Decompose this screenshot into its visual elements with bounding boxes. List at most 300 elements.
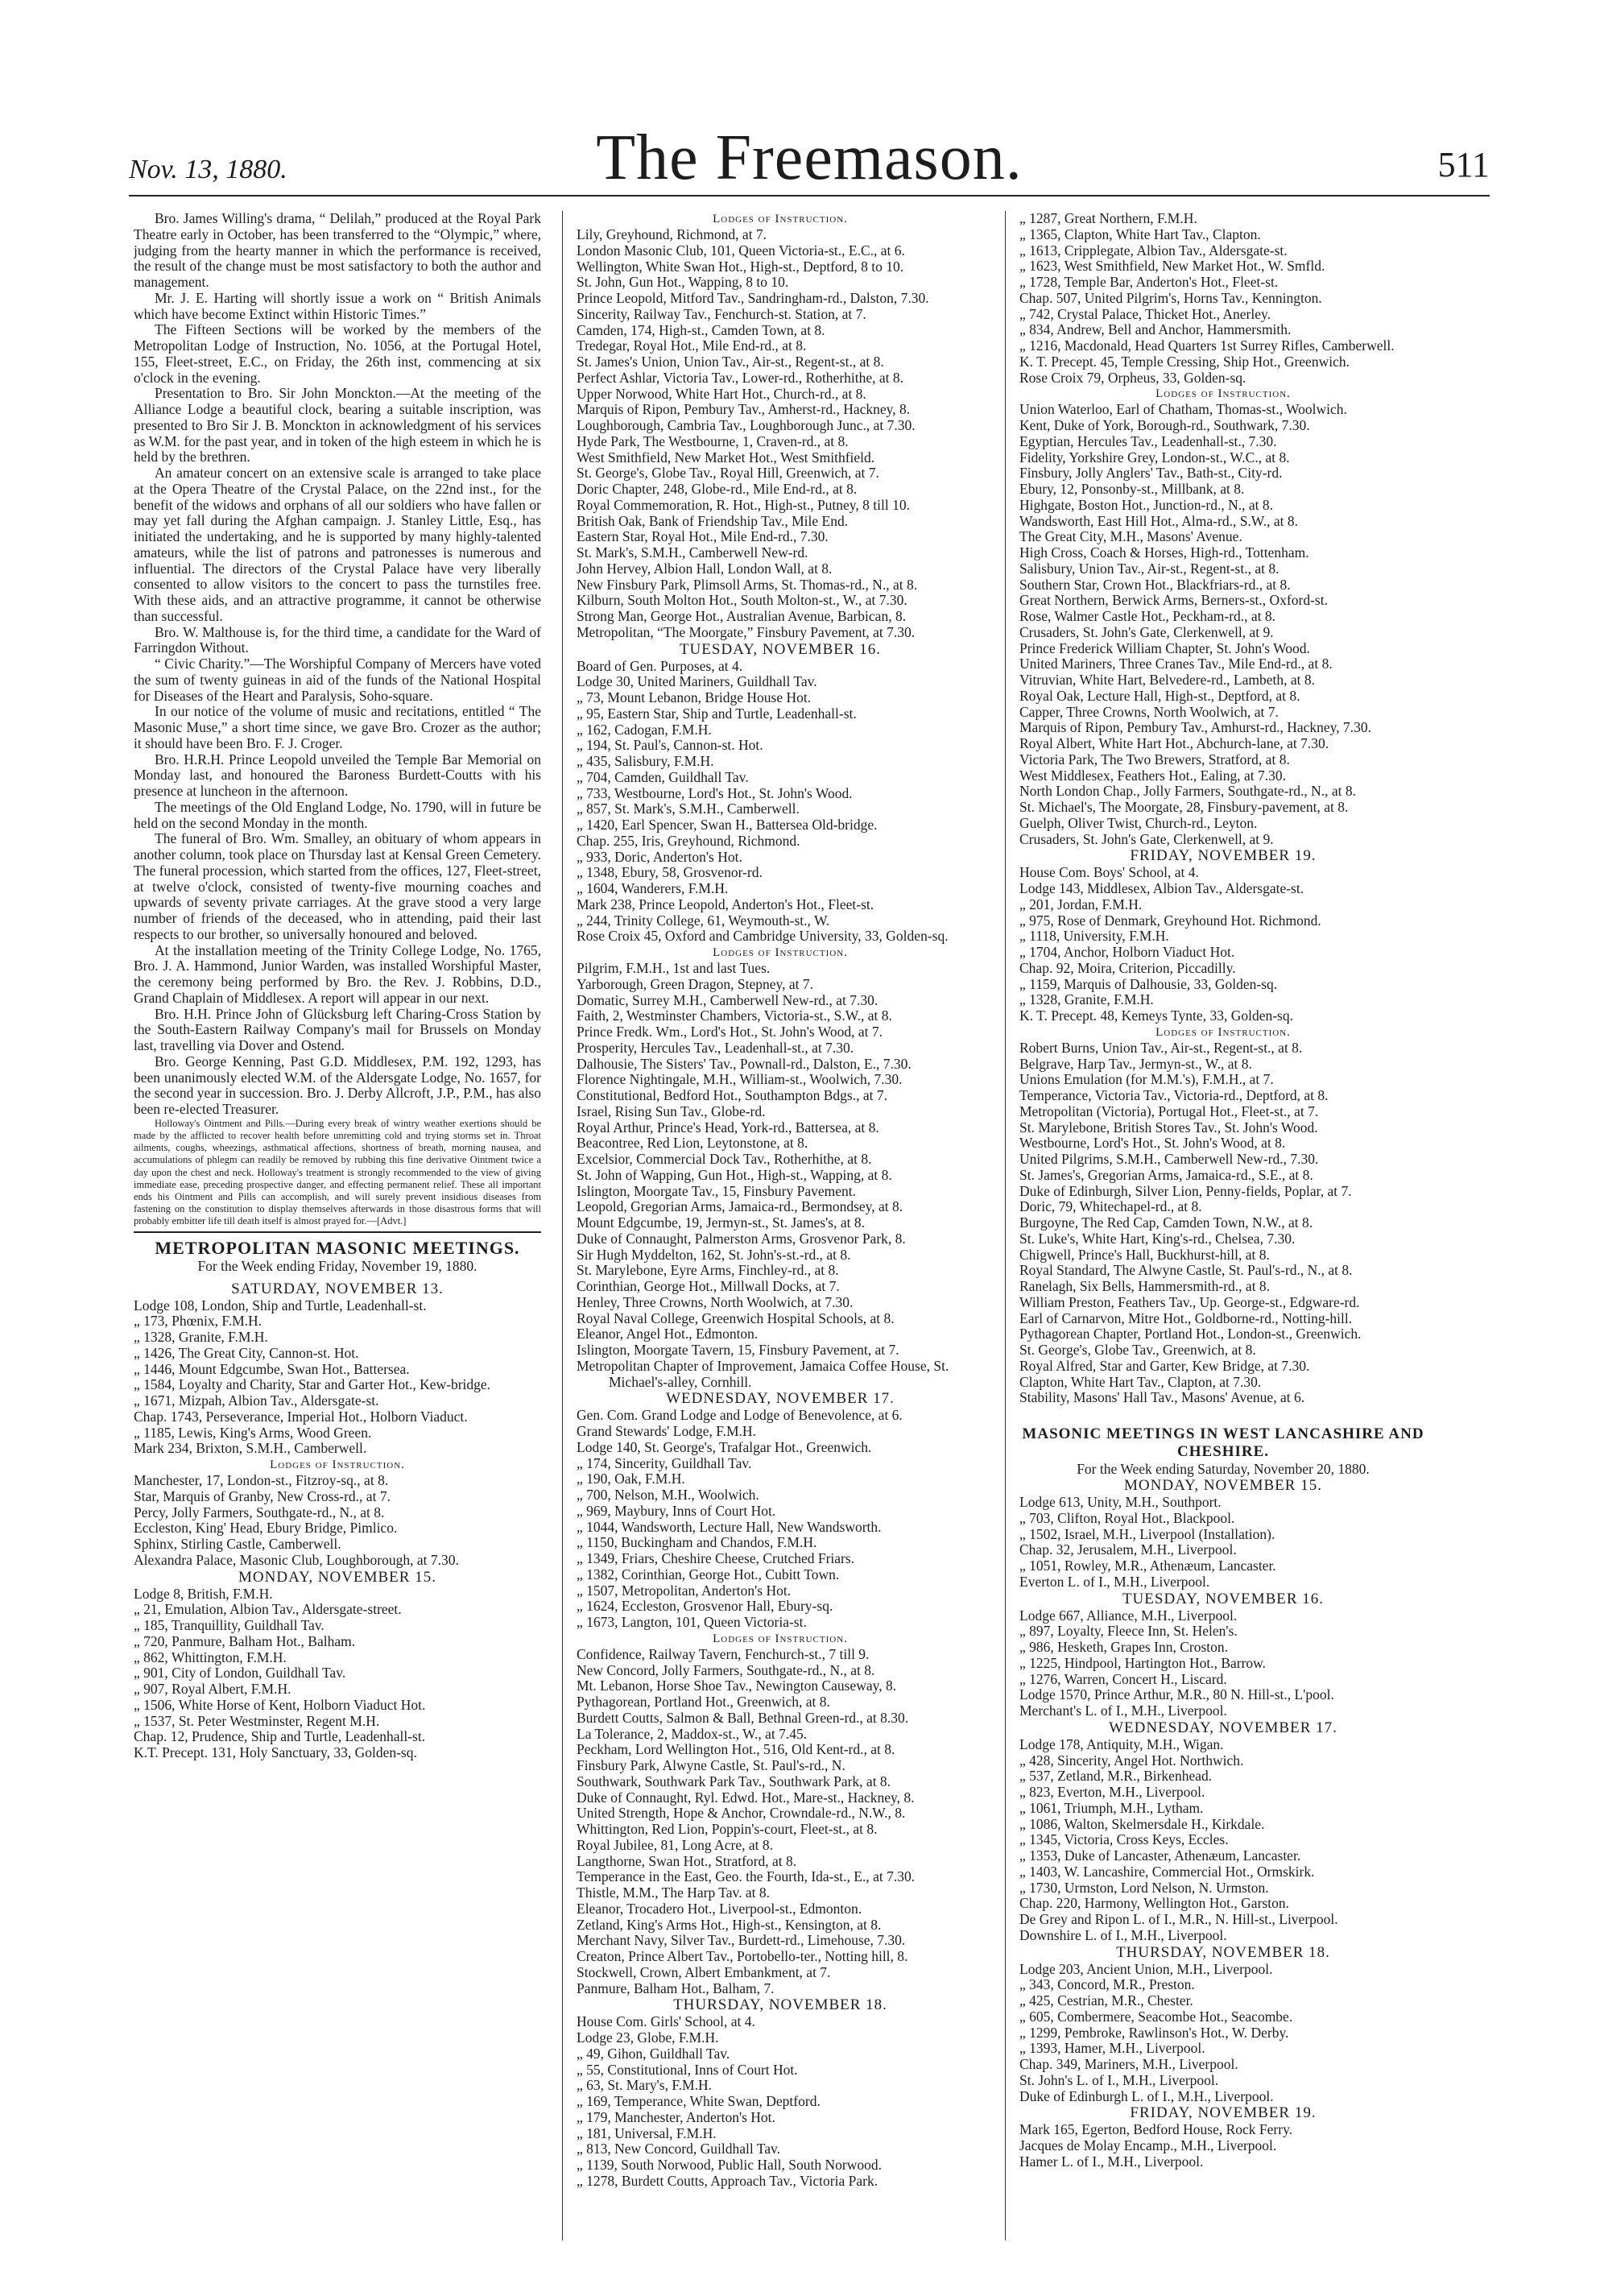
news-paragraph: The Fifteen Sections will be worked by the members of the Metropolitan Lodge of Instruction, No. 1056, at the Portugal Hotel, 155, Fleet-street, E.C., on Friday, the 26th inst, commencing at six o'clock in the evening.: [134, 321, 541, 386]
instruction-entry: Camden, 174, High-st., Camden Town, at 8.: [577, 322, 825, 338]
meeting-entry: „ 1704, Anchor, Holborn Viaduct Hot.: [1019, 945, 1235, 960]
instruction-entry: Clapton, White Hart Tav., Clapton, at 7.30.: [1019, 1374, 1262, 1390]
meeting-entry: Gen. Com. Grand Lodge and Lodge of Benevolence, at 6.: [577, 1408, 903, 1424]
meeting-entry: „ 1353, Duke of Lancaster, Athenæum, Lancaster.: [1019, 1848, 1301, 1864]
meeting-entry: Jacques de Molay Encamp., M.H., Liverpool.: [1019, 2138, 1277, 2153]
news-paragraph: Mr. J. E. Harting will shortly issue a work on “ British Animals which have become Extinct within Historic Times.”: [134, 289, 541, 322]
meeting-entry: House Com. Boys' School, at 4.: [1019, 865, 1199, 881]
meeting-entry: Lodge 140, St. George's, Trafalgar Hot., Greenwich.: [577, 1439, 872, 1455]
meeting-entry: Everton L. of I., M.H., Liverpool.: [1019, 1574, 1210, 1590]
meeting-entry: Chap. 32, Jerusalem, M.H., Liverpool.: [1019, 1542, 1237, 1558]
thursday-list-continued: [1019, 211, 1427, 386]
lancashire-meetings-heading: MASONIC MEETINGS IN WEST LANCASHIRE AND CHESHIRE.: [1022, 1425, 1424, 1460]
instruction-entry: Prince Leopold, Mitford Tav., Sandringham-rd., Dalston, 7.30.: [577, 291, 929, 306]
instruction-entry: Percy, Jolly Farmers, Southgate-rd., N., at 8.: [134, 1504, 385, 1520]
instruction-entry: Mt. Lebanon, Horse Shoe Tav., Newington Causeway, 8.: [577, 1678, 897, 1694]
meeting-entry: „ 605, Combermere, Seacombe Hot., Seacombe.: [1019, 2008, 1293, 2025]
lancashire-tuesday-list: [1019, 1608, 1427, 1719]
meeting-entry: „ 1061, Triumph, M.H., Lytham.: [1019, 1800, 1204, 1816]
instruction-entry: Perfect Ashlar, Victoria Tav., Lower-rd., Rotherhithe, at 8.: [577, 370, 904, 386]
meeting-entry: „ 703, Clifton, Royal Hot., Blackpool.: [1019, 1510, 1235, 1526]
instruction-entry: Langthorne, Swan Hot., Stratford, at 8.: [577, 1853, 797, 1869]
meeting-entry: „ 1671, Mizpah, Albion Tav., Aldersgate-st.: [134, 1393, 379, 1409]
instruction-entry: Earl of Carnarvon, Mitre Hot., Goldborne-rd., Notting-hill.: [1019, 1310, 1353, 1326]
meeting-entry: Rose Croix 79, Orpheus, 33, Golden-sq.: [1019, 370, 1246, 386]
friday-list: [1019, 865, 1427, 1024]
instruction-entry: Temperance, Victoria Tav., Victoria-rd., Deptford, at 8.: [1019, 1088, 1329, 1103]
instruction-entry: Excelsior, Commercial Dock Tav., Rotherhithe, at 8.: [577, 1152, 872, 1167]
meeting-entry: „ 1328, Granite, F.M.H.: [1019, 992, 1154, 1008]
meeting-entry: Rose Croix 45, Oxford and Cambridge University, 33, Golden-sq.: [577, 929, 949, 945]
news-paragraph: Bro. George Kenning, Past G.D. Middlesex, P.M. 192, 1293, has been unanimously elected W.M. of the Aldersgate Lodge, No. 1657, for the second year in succession. Bro. J. Derby Allcroft, J.P., P.M., has also been re-elected Treasurer.: [134, 1053, 541, 1117]
meeting-entry: Lodge 1570, Prince Arthur, M.R., 80 N. Hill-st., L'pool.: [1019, 1687, 1334, 1703]
instruction-entry: Eastern Star, Royal Hot., Mile End-rd., 7.30.: [577, 529, 829, 545]
news-paragraphs: [134, 211, 541, 1118]
meeting-entry: Downshire L. of I., M.H., Liverpool.: [1019, 1927, 1227, 1943]
meeting-entry: „ 1345, Victoria, Cross Keys, Eccles.: [1019, 1832, 1229, 1848]
meeting-entry: „ 435, Salisbury, F.M.H.: [577, 754, 714, 769]
instruction-entry: Temperance in the East, Geo. the Fourth, Ida-st., E., at 7.30.: [577, 1869, 916, 1885]
meeting-entry: „ 343, Concord, M.R., Preston.: [1019, 1977, 1195, 1993]
instruction-entry: Union Waterloo, Earl of Chatham, Thomas-st., Woolwich.: [1019, 402, 1347, 418]
meeting-entry: „ 1159, Marquis of Dalhousie, 33, Golden-sq.: [1019, 976, 1278, 992]
instruction-entry: Whittington, Red Lion, Poppin's-court, Fleet-st., at 8.: [577, 1822, 878, 1837]
instruction-entry: Salisbury, Union Tav., Air-st., Regent-st., at 8.: [1019, 561, 1279, 577]
meeting-entry: Chap. 507, United Pilgrim's, Horns Tav., Kennington.: [1019, 290, 1322, 306]
instruction-entry: St. James's, Gregorian Arms, Jamaica-rd., S.E., at 8.: [1019, 1167, 1313, 1183]
instruction-entry: Victoria Park, The Two Brewers, Stratford, at 8.: [1019, 751, 1290, 767]
instruction-entry: West Middlesex, Feathers Hot., Ealing, at 7.30.: [1019, 767, 1287, 784]
meeting-entry: „ 1623, West Smithfield, New Market Hot., W. Smfld.: [1019, 259, 1325, 275]
instruction-entry: The Great City, M.H., Masons' Avenue.: [1019, 529, 1242, 545]
masthead: [129, 113, 1490, 193]
meeting-entry: „ 1139, South Norwood, Public Hall, South Norwood.: [577, 2157, 882, 2173]
instruction-entry: Loughborough, Cambria Tav., Loughborough Junc., at 7.30.: [577, 418, 916, 433]
meeting-entry: „ 1216, Macdonald, Head Quarters 1st Surrey Rifles, Camberwell.: [1019, 338, 1395, 354]
meeting-entry: Lodge 30, United Mariners, Guildhall Tav.: [577, 674, 817, 690]
meeting-entry: „ 244, Trinity College, 61, Weymouth-st., W.: [577, 912, 830, 929]
meeting-entry: K. T. Precept. 45, Temple Cressing, Ship Hot., Greenwich.: [1019, 354, 1350, 370]
instruction-entry: Finsbury Park, Alwyne Castle, St. Paul's-rd., N.: [577, 1758, 845, 1773]
masthead-rule: [129, 195, 1490, 197]
instruction-entry: Henley, Three Crowns, North Woolwich, at 7.30.: [577, 1294, 854, 1310]
instruction-entry: Guelph, Oliver Twist, Church-rd., Leyton.: [1019, 815, 1258, 831]
day-heading-monday: MONDAY, NOVEMBER 15.: [238, 1568, 436, 1586]
meeting-entry: Grand Stewards' Lodge, F.M.H.: [577, 1424, 756, 1439]
instruction-entry: Doric, 79, Whitechapel-rd., at 8.: [1019, 1199, 1202, 1215]
instruction-entry: Robert Burns, Union Tav., Air-st., Regent-st., at 8.: [1019, 1040, 1303, 1056]
lodges-of-instruction-heading: Lodges of Instruction.: [1155, 387, 1291, 401]
news-paragraph: Bro. H.H. Prince John of Glücksburg left Charing-Cross Station by the South-Eastern Railway Company's mail for Brussels on Monday last, travelling via Dover and Ostend.: [134, 1005, 541, 1053]
meeting-entry: Board of Gen. Purposes, at 4.: [577, 658, 743, 674]
instruction-entry: Alexandra Palace, Masonic Club, Loughborough, at 7.30.: [134, 1552, 459, 1568]
instruction-entry: St. James's Union, Union Tav., Air-st., Regent-st., at 8.: [577, 354, 884, 370]
section-rule: [134, 1231, 541, 1233]
news-paragraph: Presentation to Bro. Sir John Monckton.—At the meeting of the Alliance Lodge a beautiful clock, bearing a suitable inscription, was presented to Bro Sir J. B. Monckton in acknowledgment of his services as W.M. for the past year, and in token of the high esteem in which he is held by the brethren.: [134, 385, 541, 465]
meeting-entry: „ 1365, Clapton, White Hart Tav., Clapton.: [1019, 226, 1261, 242]
meeting-entry: „ 1420, Earl Spencer, Swan H., Battersea Old-bridge.: [577, 817, 878, 833]
instruction-entry: Royal Albert, White Hart Hot., Abchurch-lane, at 7.30.: [1019, 736, 1329, 751]
meeting-entry: Lodge 143, Middlesex, Albion Tav., Aldersgate-st.: [1019, 881, 1304, 896]
instruction-entry: Sincerity, Railway Tav., Fenchurch-st. Station, at 7.: [577, 306, 866, 322]
lodges-of-instruction-heading: Lodges of Instruction.: [713, 1632, 848, 1645]
instruction-entry: St. Marylebone, Eyre Arms, Finchley-rd., at 8.: [577, 1263, 839, 1279]
instruction-entry: Israel, Rising Sun Tav., Globe-rd.: [577, 1103, 766, 1119]
meeting-entry: „ 933, Doric, Anderton's Hot.: [577, 849, 742, 865]
instruction-entry: British Oak, Bank of Friendship Tav., Mile End.: [577, 513, 849, 529]
meeting-entry: „ 1051, Rowley, M.R., Athenæum, Lancaster.: [1019, 1558, 1276, 1574]
instruction-entry: Islington, Moorgate Tavern, 15, Finsbury Pavement, at 7.: [577, 1342, 899, 1358]
instruction-entry: Crusaders, St. John's Gate, Clerkenwell, at 9.: [1019, 831, 1274, 847]
column-3: [1019, 211, 1427, 2257]
instruction-entry: Burdett Coutts, Salmon & Ball, Bethnal Green-rd., at 8.30.: [577, 1710, 909, 1726]
meeting-entry: De Grey and Ripon L. of I., M.R., N. Hill-st., Liverpool.: [1019, 1912, 1338, 1927]
meeting-entry: Chap. 12, Prudence, Ship and Turtle, Leadenhall-st.: [134, 1729, 426, 1745]
meeting-entry: „ 1537, St. Peter Westminster, Regent M.H.: [134, 1713, 380, 1729]
meeting-entry: „ 1624, Eccleston, Grosvenor Hall, Ebury-sq.: [577, 1599, 833, 1615]
instruction-entry: Peckham, Lord Wellington Hot., 516, Old Kent-rd., at 8.: [577, 1742, 895, 1758]
column-1: [134, 211, 541, 2257]
meeting-entry: „ 49, Gihon, Guildhall Tav.: [577, 2046, 730, 2062]
thursday-list: [577, 2014, 984, 2189]
meeting-entry: „ 190, Oak, F.M.H.: [577, 1471, 685, 1487]
instruction-entry: Southwark, Southwark Park Tav., Southwark Park, at 8.: [577, 1773, 891, 1789]
meeting-entry: „ 194, St. Paul's, Cannon-st. Hot.: [577, 738, 763, 754]
meeting-entry: „ 1185, Lewis, King's Arms, Wood Green.: [134, 1425, 372, 1441]
news-paragraph: Bro. James Willing's drama, “ Delilah,” produced at the Royal Park Theatre early in October, has been transferred to the “Olympic,” where, judging from the hearty manner in which the performance is received, the result of the change must be most satisfactory to both the author and management.: [134, 211, 541, 290]
news-paragraph: “ Civic Charity.”—The Worshipful Company of Mercers have voted the sum of twenty guineas in aid of the funds of the National Hospital for Diseases of the Heart and Paralysis, Soho-square.: [134, 656, 541, 704]
lodges-of-instruction-heading: Lodges of Instruction.: [713, 213, 848, 225]
meeting-entry: „ 733, Westbourne, Lord's Hot., St. John's Wood.: [577, 785, 853, 801]
instruction-entry: John Hervey, Albion Hall, London Wall, at 8.: [577, 561, 833, 577]
meeting-entry: Hamer L. of I., M.H., Liverpool.: [1019, 2153, 1204, 2170]
meeting-entry: „ 1502, Israel, M.H., Liverpool (Installation).: [1019, 1526, 1275, 1542]
meeting-entry: „ 975, Rose of Denmark, Greyhound Hot. Richmond.: [1019, 912, 1321, 929]
metropolitan-meetings-heading: METROPOLITAN MASONIC MEETINGS.: [155, 1237, 520, 1258]
saturday-list: [134, 1298, 541, 1458]
meeting-entry: „ 1299, Pembroke, Rawlinson's Hot., W. Derby.: [1019, 2025, 1289, 2041]
instruction-entry: St. Luke's, White Hart, King's-rd., Chelsea, 7.30.: [1019, 1231, 1296, 1247]
meeting-entry: „ 1044, Wandsworth, Lecture Hall, New Wandsworth.: [577, 1519, 882, 1535]
meeting-entry: „ 1604, Wanderers, F.M.H.: [577, 881, 729, 896]
instruction-entry: Confidence, Railway Tavern, Fenchurch-st., 7 till 9.: [577, 1646, 870, 1662]
instruction-entry: Leopold, Gregorian Arms, Jamaica-rd., Bermondsey, at 8.: [577, 1199, 903, 1215]
meeting-entry: „ 428, Sincerity, Angel Hot. Northwich.: [1019, 1752, 1244, 1769]
instruction-entry: Ranelagh, Six Bells, Hammersmith-rd., at 8.: [1019, 1279, 1271, 1294]
instruction-entry: Burgoyne, The Red Cap, Camden Town, N.W., at 8.: [1019, 1215, 1313, 1231]
instruction-entry: West Smithfield, New Market Hot., West Smithfield.: [577, 449, 875, 465]
instruction-entry: Lily, Greyhound, Richmond, at 7.: [577, 227, 767, 242]
news-paragraph: Bro. W. Malthouse is, for the third time, a candidate for the Ward of Farringdon Without.: [134, 623, 541, 656]
instruction-entry: Thistle, M.M., The Harp Tav. at 8.: [577, 1885, 771, 1901]
lancashire-thursday-list: [1019, 1962, 1427, 2105]
instruction-entry: Royal Standard, The Alwyne Castle, St. Paul's-rd., N., at 8.: [1019, 1263, 1353, 1279]
instruction-entry: Ebury, 12, Ponsonby-st., Millbank, at 8.: [1019, 482, 1245, 497]
instruction-entry: Constitutional, Bedford Hot., Southampton Bdgs., at 7.: [577, 1088, 887, 1103]
meeting-entry: „ 1225, Hindpool, Hartington Hot., Barrow.: [1019, 1655, 1267, 1671]
tuesday-instruction-list: [577, 961, 984, 1390]
instruction-entry: Pythagorean Chapter, Portland Hot., London-st., Greenwich.: [1019, 1326, 1362, 1342]
meeting-entry: „ 700, Nelson, M.H., Woolwich.: [577, 1487, 759, 1503]
instruction-entry: Prosperity, Hercules Tav., Leadenhall-st., at 7.30.: [577, 1040, 854, 1056]
instruction-entry: Finsbury, Jolly Anglers' Tav., Bath-st., City-rd.: [1019, 465, 1283, 482]
meeting-entry: Lodge 667, Alliance, M.H., Liverpool.: [1019, 1607, 1238, 1624]
lancashire-wednesday-list: [1019, 1737, 1427, 1944]
saturday-instruction-list: [134, 1473, 541, 1569]
instruction-entry: Upper Norwood, White Hart Hot., Church-rd., at 8.: [577, 386, 866, 402]
instruction-entry: Royal Naval College, Greenwich Hospital Schools, at 8.: [577, 1310, 895, 1326]
wednesday-list: [577, 1408, 984, 1631]
day-heading-tuesday: TUESDAY, NOVEMBER 16.: [1122, 1590, 1325, 1607]
instruction-entry: Sir Hugh Myddelton, 162, St. John's-st.-rd., at 8.: [577, 1247, 851, 1263]
instruction-entry: Royal Alfred, Star and Garter, Kew Bridge, at 7.30.: [1019, 1358, 1310, 1374]
meeting-entry: „ 1278, Burdett Coutts, Approach Tav., Victoria Park.: [577, 2173, 878, 2189]
day-heading-saturday: SATURDAY, NOVEMBER 13.: [231, 1280, 444, 1297]
publication-title: The Freemason.: [596, 122, 1023, 193]
instruction-entry: St. John of Wapping, Gun Hot., High-st., Wapping, at 8.: [577, 1167, 892, 1183]
meeting-entry: „ 1287, Great Northern, F.M.H.: [1019, 211, 1197, 226]
instruction-entry: Hyde Park, The Westbourne, 1, Craven-rd., at 8.: [577, 433, 849, 449]
meeting-entry: Lodge 613, Unity, M.H., Southport.: [1019, 1495, 1222, 1510]
instruction-entry: Southern Star, Crown Hot., Blackfriars-rd., at 8.: [1019, 577, 1291, 593]
news-paragraph: Bro. H.R.H. Prince Leopold unveiled the Temple Bar Memorial on Monday last, and honoured the Baroness Burdett-Coutts with his presence at luncheon in the afternoon.: [134, 751, 541, 799]
issue-date: Nov. 13, 1880.: [129, 155, 287, 184]
instruction-entry: St. Michael's, The Moorgate, 28, Finsbury-pavement, at 8.: [1019, 800, 1349, 815]
meeting-entry: „ 1730, Urmston, Lord Nelson, N. Urmston.: [1019, 1880, 1269, 1896]
instruction-entry: Kent, Duke of York, Borough-rd., Southwark, 7.30.: [1019, 418, 1310, 433]
news-paragraph: The funeral of Bro. Wm. Smalley, an obituary of whom appears in another column, took place on Thursday last at Kensal Green Cemetery. The funeral procession, which started from the offices, 127, Fleet-street, at twelve o'clock, consisted of twenty-five mourning coaches and upwards of seventy private carriages. At the grave stood a very large number of friends of the deceased, who in attending, paid their last respects to our brother, so universally honoured and beloved.: [134, 830, 541, 942]
day-heading-wednesday: WEDNESDAY, NOVEMBER 17.: [1109, 1719, 1337, 1736]
instruction-entry: Royal Oak, Lecture Hall, High-st., Deptford, at 8.: [1019, 688, 1300, 704]
meeting-entry: „ 1349, Friars, Cheshire Cheese, Crutched Friars.: [577, 1551, 855, 1566]
meeting-entry: „ 63, St. Mary's, F.M.H.: [577, 2078, 713, 2094]
meeting-entry: „ 21, Emulation, Albion Tav., Aldersgate-street.: [134, 1602, 402, 1618]
instruction-entry: Duke of Edinburgh, Silver Lion, Penny-fields, Poplar, at 7.: [1019, 1183, 1352, 1199]
meeting-entry: „ 823, Everton, M.H., Liverpool.: [1019, 1785, 1205, 1800]
meeting-entry: House Com. Girls' School, at 4.: [577, 2014, 755, 2030]
news-paragraph: In our notice of the volume of music and recitations, entitled “ The Masonic Muse,” a short time since, we gave Bro. Crozer as the author; it should have been Bro. F. J. Croger.: [134, 703, 541, 751]
meeting-entry: „ 742, Crystal Palace, Thicket Hot., Anerley.: [1019, 306, 1271, 322]
instruction-entry: Prince Frederick William Chapter, St. John's Wood.: [1019, 640, 1310, 656]
instruction-entry: Beacontree, Red Lion, Leytonstone, at 8.: [577, 1136, 808, 1152]
instruction-entry: Star, Marquis of Granby, New Cross-rd., at 7.: [134, 1488, 391, 1504]
instruction-entry: United Strength, Hope & Anchor, Crowndale-rd., N.W., 8.: [577, 1806, 906, 1822]
meeting-entry: „ 185, Tranquillity, Guildhall Tav.: [134, 1618, 325, 1634]
instruction-entry: Duke of Connaught, Ryl. Edwd. Hot., Mare-st., Hackney, 8.: [577, 1789, 915, 1806]
instruction-entry: Eccleston, King' Head, Ebury Bridge, Pimlico.: [134, 1520, 398, 1537]
meeting-entry: „ 1584, Loyalty and Charity, Star and Garter Hot., Kew-bridge.: [134, 1377, 491, 1393]
instruction-entry: Chigwell, Prince's Hall, Buckhurst-hill, at 8.: [1019, 1247, 1270, 1263]
meeting-entry: Chap. 349, Mariners, M.H., Liverpool.: [1019, 2057, 1238, 2072]
meeting-entry: Lodge 8, British, F.M.H.: [134, 1586, 273, 1602]
instruction-entry: La Tolerance, 2, Maddox-st., W., at 7.45.: [577, 1726, 808, 1742]
instruction-entry: Royal Arthur, Prince's Head, York-rd., Battersea, at 8.: [577, 1119, 879, 1136]
monday-instruction-list: [577, 227, 984, 641]
instruction-entry: Westbourne, Lord's Hot., St. John's Wood, at 8.: [1019, 1136, 1286, 1152]
instruction-entry: Duke of Connaught, Palmerston Arms, Grosvenor Park, 8.: [577, 1231, 906, 1247]
meeting-entry: Chap. 255, Iris, Greyhound, Richmond.: [577, 833, 800, 849]
instruction-entry: Metropolitan (Victoria), Portugal Hot., Fleet-st., at 7.: [1019, 1103, 1319, 1119]
meeting-entry: „ 1393, Hamer, M.H., Liverpool.: [1019, 2041, 1205, 2057]
meeting-entry: „ 537, Zetland, M.R., Birkenhead.: [1019, 1769, 1213, 1785]
instruction-entry: Stockwell, Crown, Albert Embankment, at 7.: [577, 1964, 831, 1980]
meeting-entry: „ 1150, Buckingham and Chandos, F.M.H.: [577, 1535, 817, 1551]
instruction-entry: St. Mark's, S.M.H., Camberwell New-rd.: [577, 545, 808, 561]
instruction-entry: Metropolitan Chapter of Improvement, Jamaica Coffee House, St. Michael's-alley, Cornhill.: [577, 1358, 949, 1390]
instruction-entry: Pilgrim, F.M.H., 1st and last Tues.: [577, 961, 771, 976]
instruction-entry: United Pilgrims, S.M.H., Camberwell New-rd., 7.30.: [1019, 1152, 1319, 1167]
meeting-entry: „ 720, Panmure, Balham Hot., Balham.: [134, 1633, 356, 1649]
instruction-entry: Dalhousie, The Sisters' Tav., Pownall-rd., Dalston, E., 7.30.: [577, 1056, 912, 1072]
instruction-entry: Highgate, Boston Hot., Junction-rd., N., at 8.: [1019, 497, 1273, 513]
instruction-entry: Marquis of Ripon, Pembury Tav., Amhurst-rd., Hackney, 7.30.: [1019, 720, 1372, 736]
meeting-entry: „ 1613, Cripplegate, Albion Tav., Aldersgate-st.: [1019, 242, 1288, 259]
instruction-entry: St. Marylebone, British Stores Tav., St. John's Wood.: [1019, 1119, 1318, 1136]
instruction-entry: Domatic, Surrey M.H., Camberwell New-rd., at 7.30.: [577, 992, 878, 1008]
meeting-entry: Lodge 178, Antiquity, M.H., Wigan.: [1019, 1736, 1224, 1752]
day-heading-tuesday: TUESDAY, NOVEMBER 16.: [679, 640, 882, 658]
instruction-entry: High Cross, Coach & Horses, High-rd., Tottenham.: [1019, 545, 1309, 561]
column-rule-1: [562, 211, 563, 2240]
meeting-entry: „ 1426, The Great City, Cannon-st. Hot.: [134, 1345, 359, 1361]
instruction-entry: Egyptian, Hercules Tav., Leadenhall-st., 7.30.: [1019, 433, 1277, 449]
instruction-entry: Doric Chapter, 248, Globe-rd., Mile End-rd., at 8.: [577, 482, 858, 497]
instruction-entry: Wandsworth, East Hill Hot., Alma-rd., S.W., at 8.: [1019, 513, 1298, 529]
lodges-of-instruction-heading: Lodges of Instruction.: [270, 1458, 405, 1472]
day-heading-friday: FRIDAY, NOVEMBER 19.: [1130, 847, 1317, 865]
meeting-entry: Lodge 108, London, Ship and Turtle, Leadenhall-st.: [134, 1297, 427, 1313]
meeting-entry: St. John's L. of I., M.H., Liverpool.: [1019, 2072, 1219, 2088]
friday-instruction-list: [1019, 1040, 1427, 1406]
instruction-entry: Rose, Walmer Castle Hot., Peckham-rd., at 8.: [1019, 609, 1276, 624]
instruction-entry: Royal Jubilee, 81, Long Acre, at 8.: [577, 1837, 773, 1853]
instruction-entry: Capper, Three Crowns, North Woolwich, at 7.: [1019, 704, 1279, 720]
tuesday-list: [577, 659, 984, 945]
meeting-entry: „ 95, Eastern Star, Ship and Turtle, Leadenhall-st.: [577, 705, 857, 722]
instruction-entry: Unions Emulation (for M.M.'s), F.M.H., at 7.: [1019, 1072, 1274, 1088]
instruction-entry: St. George's, Globe Tav., Greenwich, at 8.: [1019, 1342, 1256, 1358]
instruction-entry: Islington, Moorgate Tav., 15, Finsbury Pavement.: [577, 1183, 856, 1199]
instruction-entry: Sphinx, Stirling Castle, Camberwell.: [134, 1537, 341, 1553]
lodges-of-instruction-heading: Lodges of Instruction.: [713, 946, 848, 959]
instruction-entry: Creaton, Prince Albert Tav., Portobello-ter., Notting hill, 8.: [577, 1949, 908, 1964]
instruction-entry: Eleanor, Trocadero Hot., Liverpool-st., Edmonton.: [577, 1901, 862, 1917]
meeting-entry: Mark 234, Brixton, S.M.H., Camberwell.: [134, 1441, 367, 1457]
meeting-entry: „ 834, Andrew, Bell and Anchor, Hammersmith.: [1019, 322, 1292, 338]
day-heading-thursday: THURSDAY, NOVEMBER 18.: [1116, 1943, 1330, 1961]
meeting-entry: „ 1728, Temple Bar, Anderton's Hot., Fleet-st.: [1019, 275, 1279, 290]
instruction-entry: Strong Man, George Hot., Australian Avenue, Barbican, 8.: [577, 609, 907, 624]
meeting-entry: „ 201, Jordan, F.M.H.: [1019, 896, 1143, 912]
instruction-entry: Metropolitan, “The Moorgate,” Finsbury Pavement, at 7.30.: [577, 624, 916, 640]
meeting-entry: Mark 238, Prince Leopold, Anderton's Hot., Fleet-st.: [577, 896, 874, 912]
lodges-of-instruction-heading: Lodges of Instruction.: [1155, 1025, 1291, 1039]
meeting-entry: „ 425, Cestrian, M.R., Chester.: [1019, 1993, 1193, 2008]
instruction-entry: Florence Nightingale, M.H., William-st., Woolwich, 7.30.: [577, 1072, 903, 1088]
meeting-entry: „ 1348, Ebury, 58, Grosvenor-rd.: [577, 865, 763, 881]
meeting-entry: Merchant's L. of I., M.H., Liverpool.: [1019, 1703, 1227, 1719]
meeting-entry: „ 986, Hesketh, Grapes Inn, Croston.: [1019, 1640, 1229, 1655]
instruction-entry: Faith, 2, Westminster Chambers, Victoria-st., S.W., at 8.: [577, 1008, 892, 1024]
instruction-entry: Eleanor, Angel Hot., Edmonton.: [577, 1326, 759, 1342]
meeting-entry: „ 901, City of London, Guildhall Tav.: [134, 1665, 346, 1682]
meeting-entry: „ 704, Camden, Guildhall Tav.: [577, 769, 749, 785]
meeting-entry: K. T. Precept. 48, Kemeys Tynte, 33, Golden-sq.: [1019, 1008, 1293, 1024]
lancashire-meetings-subheading: For the Week ending Saturday, November 20, 1880.: [1077, 1461, 1370, 1477]
instruction-entry: Stability, Masons' Hall Tav., Masons' Avenue, at 6.: [1019, 1390, 1305, 1406]
instruction-entry: Prince Fredk. Wm., Lord's Hot., St. John's Wood, at 7.: [577, 1024, 883, 1040]
instruction-entry: Mount Edgcumbe, 19, Jermyn-st., St. James's, at 8.: [577, 1215, 865, 1231]
instruction-entry: Belgrave, Harp Tav., Jermyn-st., W., at 8.: [1019, 1056, 1252, 1072]
meeting-entry: Duke of Edinburgh L. of I., M.H., Liverpool.: [1019, 2088, 1274, 2104]
instruction-entry: United Mariners, Three Cranes Tav., Mile End-rd., at 8.: [1019, 656, 1333, 672]
instruction-entry: Wellington, White Swan Hot., High-st., Deptford, 8 to 10.: [577, 259, 904, 275]
monday-list: [134, 1587, 541, 1761]
meeting-entry: „ 897, Loyalty, Fleece Inn, St. Helen's.: [1019, 1624, 1238, 1640]
instruction-entry: Yarborough, Green Dragon, Stepney, at 7.: [577, 976, 814, 992]
meeting-entry: Chap. 1743, Perseverance, Imperial Hot., Holborn Viaduct.: [134, 1409, 468, 1425]
instruction-entry: London Masonic Club, 101, Queen Victoria-st., E.C., at 6.: [577, 242, 905, 259]
instruction-entry: Marquis of Ripon, Pembury Tav., Amherst-rd., Hackney, 8.: [577, 402, 911, 418]
day-heading-wednesday: WEDNESDAY, NOVEMBER 17.: [666, 1390, 895, 1408]
instruction-entry: St. John, Gun Hot., Wapping, 8 to 10.: [577, 275, 789, 291]
meeting-entry: „ 862, Whittington, F.M.H.: [134, 1649, 287, 1665]
meeting-entry: „ 813, New Concord, Guildhall Tav.: [577, 2141, 780, 2157]
instruction-entry: New Finsbury Park, Plimsoll Arms, St. Thomas-rd., N., at 8.: [577, 577, 918, 593]
meeting-entry: Chap. 92, Moira, Criterion, Piccadilly.: [1019, 960, 1236, 976]
page-number: 511: [1437, 145, 1490, 184]
meeting-entry: „ 173, Phœnix, F.M.H.: [134, 1313, 263, 1330]
meeting-entry: „ 857, St. Mark's, S.M.H., Camberwell.: [577, 801, 800, 817]
meeting-entry: „ 181, Universal, F.M.H.: [577, 2125, 717, 2141]
meeting-entry: „ 1276, Warren, Concert H., Liscard.: [1019, 1671, 1227, 1687]
day-heading-friday: FRIDAY, NOVEMBER 19.: [1130, 2104, 1317, 2122]
meeting-entry: „ 179, Manchester, Anderton's Hot.: [577, 2109, 775, 2125]
meeting-entry: Lodge 23, Globe, F.M.H.: [577, 2030, 719, 2046]
meeting-entry: „ 1506, White Horse of Kent, Holborn Viaduct Hot.: [134, 1697, 426, 1713]
instruction-entry: Royal Commemoration, R. Hot., High-st., Putney, 8 till 10.: [577, 497, 910, 513]
meeting-entry: „ 1403, W. Lancashire, Commercial Hot., Ormskirk.: [1019, 1864, 1315, 1880]
news-paragraph: An amateur concert on an extensive scale is arranged to take place at the Opera Theatre of the Crystal Palace, on the 22nd inst., for the benefit of the widows and orphans of all our soldiers who have fallen or may yet fall during the Afghan campaign. J. Stanley Little, Esq., has initiated the undertaking, and he is supported by many highly-talented amateurs, while the list of patrons and patronesses is numerous and influential. The directors of the Crystal Palace have very liberally consented to allow visitors to the concert to pass the turnstiles free. With these aids, and an attractive programme, it cannot be otherwise than successful.: [134, 465, 541, 624]
meeting-entry: „ 1118, University, F.M.H.: [1019, 929, 1169, 945]
meeting-entry: „ 73, Mount Lebanon, Bridge House Hot.: [577, 690, 812, 705]
meeting-entry: „ 1446, Mount Edgcumbe, Swan Hot., Battersea.: [134, 1361, 410, 1377]
meeting-entry: Chap. 220, Harmony, Wellington Hot., Garston.: [1019, 1896, 1289, 1912]
instruction-entry: Vitruvian, White Hart, Belvedere-rd., Lambeth, at 8.: [1019, 672, 1315, 688]
instruction-entry: Corinthian, George Hot., Millwall Docks, at 7.: [577, 1279, 840, 1294]
instruction-entry: St. George's, Globe Tav., Royal Hill, Greenwich, at 7.: [577, 465, 879, 482]
day-heading-thursday: THURSDAY, NOVEMBER 18.: [673, 1996, 887, 2014]
lancashire-friday-list: [1019, 2122, 1427, 2170]
instruction-entry: Merchant Navy, Silver Tav., Burdett-rd., Limehouse, 7.30.: [577, 1933, 906, 1949]
meeting-entry: Lodge 203, Ancient Union, M.H., Liverpool.: [1019, 1961, 1273, 1977]
day-heading-monday: MONDAY, NOVEMBER 15.: [1124, 1477, 1322, 1494]
meeting-entry: „ 969, Maybury, Inns of Court Hot.: [577, 1503, 776, 1519]
meeting-entry: „ 907, Royal Albert, F.M.H.: [134, 1682, 291, 1698]
instruction-entry: Manchester, 17, London-st., Fitzroy-sq., at 8.: [134, 1473, 389, 1489]
advertisement: Holloway's Ointment and Pills.—During every break of wintry weather exertions should be made by the afflicted to recover health before unremitting cold and trying storms set in. Throat ailments, coughs, wheezings, asthmatical affections, shortness of breath, morning nausea, and accumulations of phlegm can readily be removed by rubbing this fine derivative Ointment twice a day upon the chest and neck. Holloway's treatment is strongly recommended to the view of giving immediate ease, preceding prospective danger, and effecting permanent relief. These all important ends his Ointment and Pills can accomplish, and will surely prevent insidious diseases from fastening on the constitution to display themselves afterwards in those disastrous forms that will probably embitter life till death itself is almost prayed for.—[Advt.]: [134, 1117, 541, 1227]
meeting-entry: Mark 165, Egerton, Bedford House, Rock Ferry.: [1019, 2122, 1293, 2138]
news-paragraph: The meetings of the Old England Lodge, No. 1790, will in future be held on the second Monday in the month.: [134, 798, 541, 831]
meeting-entry: „ 1086, Walton, Skelmersdale H., Kirkdale.: [1019, 1816, 1265, 1832]
metropolitan-meetings-subheading: For the Week ending Friday, November 19, 1880.: [197, 1257, 477, 1274]
instruction-entry: Tredegar, Royal Hot., Mile End-rd., at 8.: [577, 338, 807, 354]
instruction-entry: New Concord, Jolly Farmers, Southgate-rd., N., at 8.: [577, 1662, 875, 1678]
meeting-entry: „ 1673, Langton, 101, Queen Victoria-st.: [577, 1615, 807, 1630]
instruction-entry: Panmure, Balham Hot., Balham, 7.: [577, 1980, 775, 1996]
instruction-entry: William Preston, Feathers Tav., Up. George-st., Edgware-rd.: [1019, 1294, 1360, 1310]
meeting-entry: „ 1382, Corinthian, George Hot., Cubitt Town.: [577, 1566, 840, 1582]
